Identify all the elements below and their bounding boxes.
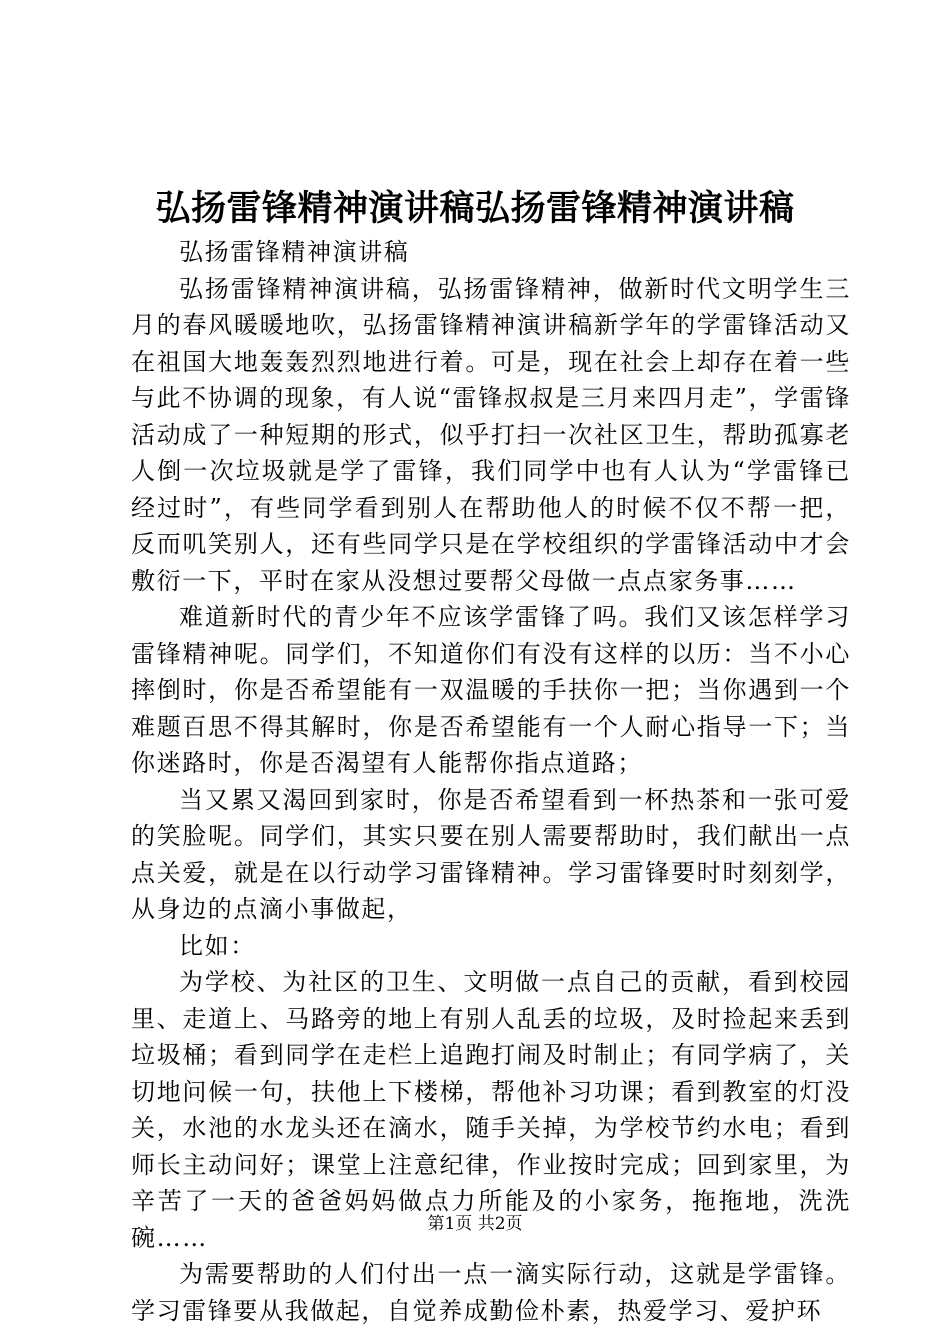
paragraph: 为学校、为社区的卫生、文明做一点自己的贡献，看到校园里、走道上、马路旁的地上有别人乱丢的垃圾，及时捡起来丢到垃圾桶；看到同学在走栏上追跑打闹及时制止；有同学病了，关切地问候一句，扶他上下楼梯，帮他补习功课；看到教室的灯没关，水池的水龙头还在滴水，随手关掉，为学校节约水电；看到师长主动问好；课堂上注意纪律，作业按时完成；回到家里，为辛苦了一天的爸爸妈妈做点力所能及的小家务，拖拖地，洗洗碗……: [131, 968, 851, 1252]
paragraph-subtitle: 弘扬雷锋精神演讲稿: [179, 238, 410, 266]
paragraph: 当又累又渴回到家时，你是否希望看到一杯热茶和一张可爱的笑脸呢。同学们，其实只要在别人需要帮助时，我们献出一点点关爱，就是在以行动学习雷锋精神。学习雷锋要时时刻刻学，从身边的点滴小事做起，: [131, 785, 851, 923]
document-body: [131, 234, 851, 1329]
paragraph: 为需要帮助的人们付出一点一滴实际行动，这就是学雷锋。学习雷锋要从我做起，自觉养成勤俭朴素，热爱学习、爱护环: [131, 1260, 851, 1325]
paragraph: 比如：: [179, 931, 256, 960]
page-footer: 第1页 共2页: [427, 1214, 523, 1234]
paragraph: 弘扬雷锋精神演讲稿，弘扬雷锋精神，做新时代文明学生三月的春风暖暖地吹，弘扬雷锋精神演讲稿新学年的学雷锋活动又在祖国大地轰轰烈烈地进行着。可是，现在社会上却存在着一些与此不协调的现象，有人说“雷锋叔叔是三月来四月走”，学雷锋活动成了一种短期的形式，似乎打扫一次社区卫生，帮助孤寡老人倒一次垃圾就是学了雷锋，我们同学中也有人认为“学雷锋已经过时”，有些同学看到别人在帮助他人的时候不仅不帮一把，反而叽笑别人，还有些同学只是在学校组织的学雷锋活动中才会敷衍一下，平时在家从没想过要帮父母做一点点家务事……: [131, 274, 851, 595]
paragraph: 难道新时代的青少年不应该学雷锋了吗。我们又该怎样学习雷锋精神呢。同学们，不知道你们有没有这样的以历：当不小心摔倒时，你是否希望能有一双温暖的手扶你一把；当你遇到一个难题百思不得其解时，你是否希望能有一个人耐心指导一下；当你迷路时，你是否渴望有人能帮你指点道路；: [131, 603, 851, 777]
document-title: 弘扬雷锋精神演讲稿弘扬雷锋精神演讲稿: [155, 188, 795, 229]
